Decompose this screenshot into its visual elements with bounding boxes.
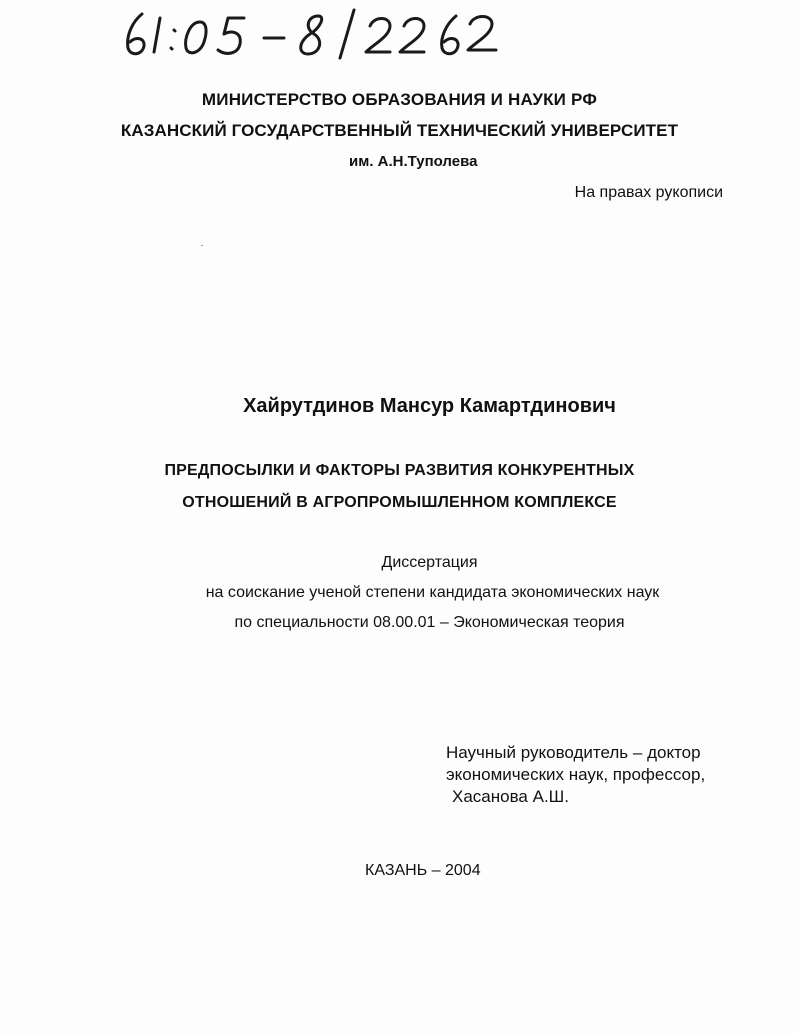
scan-speck bbox=[201, 245, 203, 246]
supervisor-line-1: Научный руководитель – доктор bbox=[446, 743, 701, 762]
supervisor-name: Хасанова А.Ш. bbox=[452, 787, 569, 806]
dissertation-title-line-2: ОТНОШЕНИЙ В АГРОПРОМЫШЛЕННОМ КОМПЛЕКСЕ bbox=[182, 494, 617, 511]
dissertation-type: Диссертация bbox=[381, 554, 478, 571]
city-year: КАЗАНЬ – 2004 bbox=[365, 862, 481, 879]
author-name: Хайрутдинов Мансур Камартдинович bbox=[243, 395, 616, 417]
university-named-after: им. А.Н.Туполева bbox=[349, 153, 478, 170]
handwritten-number-drawing bbox=[118, 8, 508, 60]
manuscript-rights-note: На правах рукописи bbox=[574, 184, 723, 201]
dissertation-title-line-1: ПРЕДПОСЫЛКИ И ФАКТОРЫ РАЗВИТИЯ КОНКУРЕНТНЫХ bbox=[164, 462, 635, 479]
university-heading: КАЗАНСКИЙ ГОСУДАРСТВЕННЫЙ ТЕХНИЧЕСКИЙ УНИВЕРСИТЕТ bbox=[120, 121, 679, 140]
dissertation-specialty: по специальности 08.00.01 – Экономическая теория bbox=[234, 614, 625, 631]
dissertation-degree: на соискание ученой степени кандидата экономических наук bbox=[205, 584, 660, 601]
supervisor-line-2: экономических наук, профессор, bbox=[446, 765, 706, 784]
handwritten-archive-number bbox=[118, 8, 508, 60]
ministry-heading: МИНИСТЕРСТВО ОБРАЗОВАНИЯ И НАУКИ РФ bbox=[201, 90, 598, 109]
